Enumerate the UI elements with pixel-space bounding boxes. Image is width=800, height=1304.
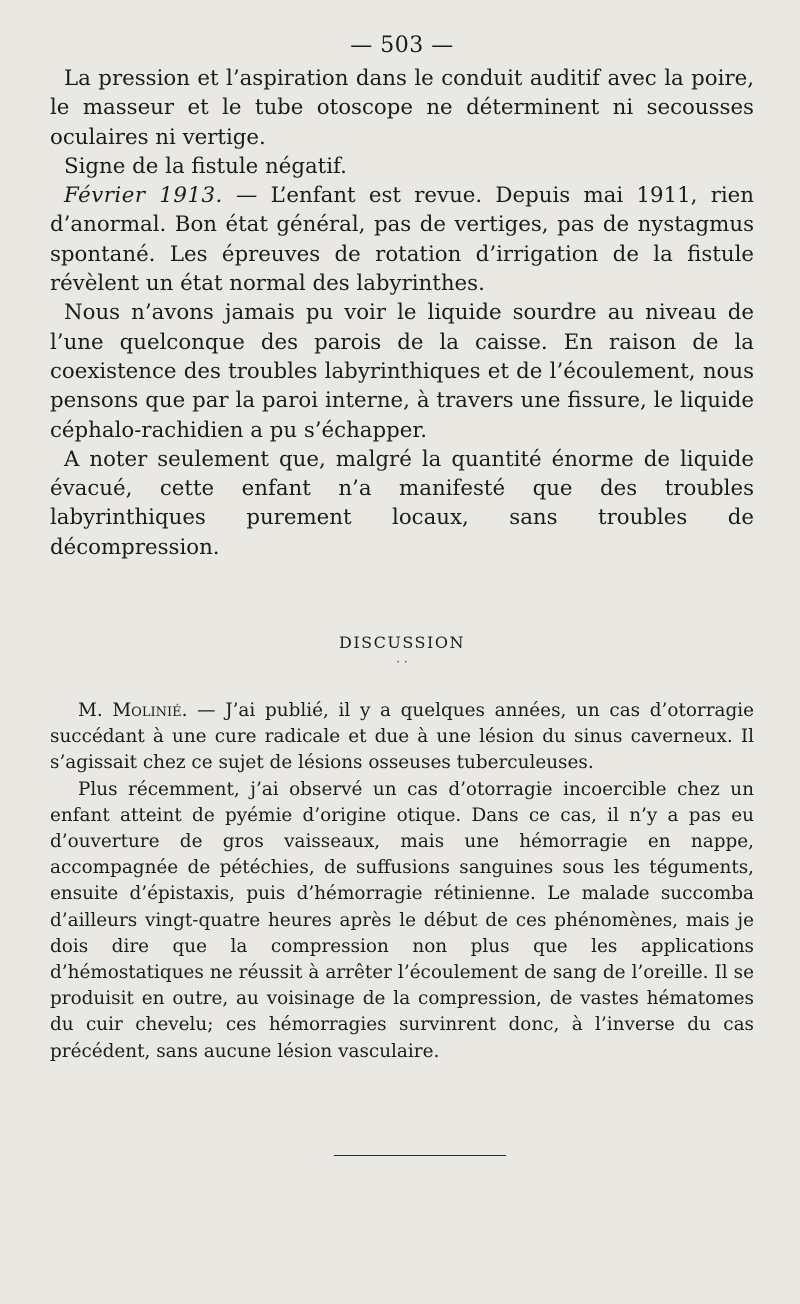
- section-dots: · ·: [396, 655, 408, 670]
- page-number: — 503 —: [350, 33, 454, 58]
- fevrier-text: — L’enfant est revue. Depuis mai 1911, rien d’anormal. Bon état général, pas de vertiges, pas de nystagmus spontané. Les épreuves de rotation d’irrigation de la fistule révèlent un état normal des labyrinthes.: [50, 183, 755, 297]
- discussion-paragraph-1: [50, 698, 754, 777]
- paragraph-a-noter: A noter seulement que, malgré la quantité énorme de liquide évacué, cette enfant n’a manifesté que des troubles labyrinthiques purement locaux, sans troubles de décompression.: [50, 446, 754, 560]
- paragraph-fevrier-1913: [50, 181, 754, 298]
- case-report-text: [50, 64, 754, 562]
- paragraph-pression: La pression et l’aspiration dans le conduit auditif avec la poire, le masseur et le tube otoscope ne déterminent ni secousses oculaires ni vertige.: [50, 66, 754, 150]
- discussion-text: [50, 698, 754, 1065]
- end-rule: [334, 1155, 506, 1156]
- paragraph-liquide: Nous n’avons jamais pu voir le liquide sourdre au niveau de l’une quelconque des parois de la caisse. En raison de la coexistence des troubles labyrinthiques et de l’écoulement, nous pensons que par la paroi interne, à travers une fissure, le liquide céphalo-rachidien a pu s’échapper.: [50, 300, 754, 443]
- speaker-text: — J’ai publié, il y a quelques années, un cas d’otorragie succédant à une cure radicale et due à une lésion du sinus caverneux. Il s’agissait chez ce sujet de lésions osseuses tuberculeuses.: [50, 700, 755, 774]
- paragraph-signe-fistule: Signe de la fistule négatif.: [64, 153, 347, 179]
- speaker-name: M. Molinié.: [78, 700, 188, 722]
- discussion-paragraph-2: Plus récemment, j’ai observé un cas d’otorragie incoercible chez un enfant atteint de pyémie d’origine otique. Dans ce cas, il n’y a pas eu d’ouverture de gros vaisseaux, mais une hémorragie en nappe, accompagnée de pétéchies, de suffusions sanguines sous les téguments, ensuite d’épistaxis, puis d’hémorragie rétinienne. Le malade succomba d’ailleurs vingt-quatre heures après le début de ces phénomènes, mais je dois dire que la compression non plus que les applications d’hémostatiques ne réussit à arrêter l’écoulement de sang de l’oreille. Il se produisit en outre, au voisinage de la compression, de vastes hématomes du cuir chevelu; ces hémorragies survinrent donc, à l’inverse du cas précédent, sans aucune lésion vasculaire.: [50, 778, 754, 1062]
- section-title-discussion: DISCUSSION: [339, 633, 465, 653]
- date-fevrier-1913: Février 1913.: [64, 183, 223, 209]
